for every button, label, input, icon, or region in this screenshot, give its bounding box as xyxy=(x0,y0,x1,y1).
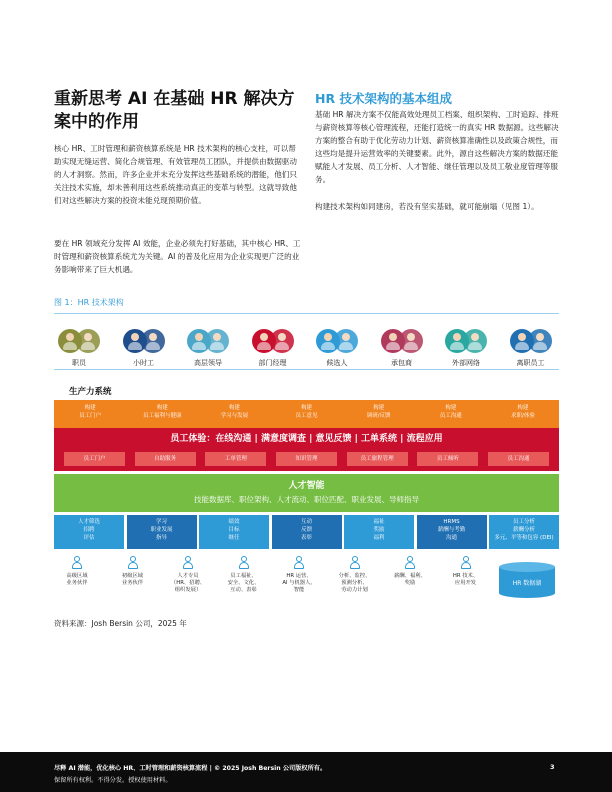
module-box: 互动 反馈 表彰 xyxy=(272,515,342,549)
experience-button: 员工沟通 xyxy=(488,452,549,466)
left-paragraph-1: 核心 HR、工时管理和薪资核算系统是 HR 技术架构的核心支柱，可以帮助实现无缝运营、简化合规管理、有效管理员工团队，并提供由数据驱动的人才洞察。然而，许多企业并未充分发挥这些基础系统的潜能，他们只关注技术实施，却未善利用这些系统推动真正的变革与转型。这就导致他们对这些解决方案的投资未能兑现预期价值。 xyxy=(54,144,297,205)
person-label: 外部网络 xyxy=(452,359,480,367)
people-icon xyxy=(431,329,501,355)
role-group xyxy=(328,556,382,594)
person-icon xyxy=(72,556,82,570)
page-title: 重新思考 AI 在基础 HR 解决方案中的作用 xyxy=(54,89,295,132)
productivity-row xyxy=(54,400,559,428)
role-label: HR 运营、 AI 与机器人、 智能 xyxy=(282,573,316,593)
productivity-item: 构建 员工意见 xyxy=(295,405,318,419)
productivity-item: 构建 求职/体验 xyxy=(510,405,535,419)
person-icon xyxy=(183,556,193,570)
productivity-item: 构建 学习与发展 xyxy=(220,405,249,419)
person-icon xyxy=(128,556,138,570)
role-label: 初级区域 业务伙伴 xyxy=(121,573,144,586)
person-icon xyxy=(294,556,304,570)
role-group xyxy=(106,556,160,587)
people-icon xyxy=(44,329,114,355)
module-box: 员工分析 薪酬分析 多元、平等和包容 (DEI) xyxy=(489,515,559,549)
role-label: 人才专员 （HR、招聘、 组织发展） xyxy=(170,573,206,593)
intelligence-subtitle: 技能数据库、职位架构、人才流动、职位匹配、职业发展、导师指导 xyxy=(194,495,419,504)
role-group xyxy=(161,556,215,594)
productivity-item: 构建 调研/反馈 xyxy=(366,405,391,419)
person-group xyxy=(302,329,372,368)
module-box: 学习 职业发展 指导 xyxy=(127,515,197,549)
page-number: 3 xyxy=(550,763,555,771)
person-group xyxy=(496,329,566,368)
people-icon xyxy=(238,329,308,355)
people-icon xyxy=(173,329,243,355)
people-icon xyxy=(367,329,437,355)
person-icon xyxy=(405,556,415,570)
source-note: 资料来源：Josh Bersin 公司，2025 年 xyxy=(54,619,187,628)
person-label: 高层领导 xyxy=(194,359,222,367)
role-label: 高级区域 业务伙伴 xyxy=(66,573,88,586)
experience-button: 工单管理 xyxy=(205,452,266,466)
section-heading: HR 技术架构的基本组成 xyxy=(315,91,452,106)
person-group xyxy=(44,329,114,368)
role-label: 薪酬、福利、 奖励 xyxy=(394,573,426,586)
experience-button: 员工旅程管理 xyxy=(347,452,408,466)
role-group xyxy=(439,556,493,587)
experience-button: 员工倾听 xyxy=(417,452,478,466)
role-group xyxy=(217,556,271,594)
module-box: HRMS 薪酬与考勤 沟通 xyxy=(417,515,487,549)
footer-line-2: 保留所有权利。不得分发。授权使用材料。 xyxy=(54,777,172,784)
person-group xyxy=(238,329,308,368)
module-box: 人才筛选 招聘 评估 xyxy=(54,515,124,549)
people-icon xyxy=(302,329,372,355)
role-label: HR 技术、 应用开发 xyxy=(452,573,479,586)
person-group xyxy=(173,329,243,368)
person-label: 小时工 xyxy=(133,359,154,367)
productivity-title: 生产力系统 xyxy=(69,387,112,397)
people-icon xyxy=(109,329,179,355)
productivity-item: 构建 员工福利与健康 xyxy=(142,405,182,419)
database-icon xyxy=(497,561,557,599)
person-icon xyxy=(461,556,471,570)
person-label: 承包商 xyxy=(391,359,412,367)
person-label: 离职员工 xyxy=(516,359,545,367)
role-group xyxy=(272,556,326,594)
person-group xyxy=(431,329,501,368)
person-icon xyxy=(239,556,249,570)
module-box: 绩效 目标 继任 xyxy=(199,515,269,549)
module-box: 福祉 奖励 福利 xyxy=(344,515,414,549)
right-paragraph-1: 基础 HR 解决方案不仅能高效处理员工档案、组织架构、工时追踪、排班与薪资核算等核心管理流程，还能打造统一的真实 HR 数据源。这些解决方案的整合有助于优化劳动力计划、薪资核算准确性以及政策合规性，而这些均是提升运营效率的关键要素。此外，源自这些解决方案的数据还能赋能人才发展、员工分析、人才智能、继任管理以及员工敬业度管理等服务。 xyxy=(315,110,559,184)
people-icon xyxy=(496,329,566,355)
intelligence-title: 人才智能 xyxy=(288,481,325,491)
footer-line-1: 尽释 AI 潜能，优化核心 HR、工时管理和薪资核算流程 | © 2025 Josh Bersin 公司版权所有。 xyxy=(54,765,327,772)
figure-title: 图 1：HR 技术架构 xyxy=(54,298,124,307)
experience-title: 员工体验：在线沟通 | 满意度调查 | 意见反馈 | 工单系统 | 流程应用 xyxy=(170,434,443,444)
role-label: 分析、监控、 预测分析、 劳动力计划 xyxy=(338,573,371,593)
experience-button: 员工门户 xyxy=(64,452,125,466)
role-group xyxy=(50,556,104,587)
left-paragraph-2: 要在 HR 领域充分发挥 AI 效能，企业必须先打好基础，其中核心 HR、工时管理和薪资核算系统尤为关键。AI 的普及化应用为企业实现更广泛的业务影响带来了巨大机遇。 xyxy=(54,239,301,274)
right-paragraph-2: 构建技术架构如同建房，若没有坚实基础，就可能崩塌（见图 1）。 xyxy=(315,202,539,211)
person-group xyxy=(367,329,437,368)
role-label: 员工福祉、 安全、文化、 互动、表彰 xyxy=(227,573,260,593)
role-group xyxy=(383,556,437,587)
person-label: 候选人 xyxy=(326,359,348,367)
productivity-item: 构建 员工沟通 xyxy=(439,405,462,419)
person-label: 职员 xyxy=(72,359,86,367)
person-label: 部门经理 xyxy=(258,359,287,367)
footer xyxy=(0,752,612,792)
person-icon xyxy=(350,556,360,570)
experience-button: 自助服务 xyxy=(135,452,196,466)
experience-button: 知识管理 xyxy=(276,452,337,466)
productivity-item: 构建 员工门户 xyxy=(79,405,102,419)
database-label: HR 数据湖 xyxy=(512,580,542,587)
person-group xyxy=(109,329,179,368)
